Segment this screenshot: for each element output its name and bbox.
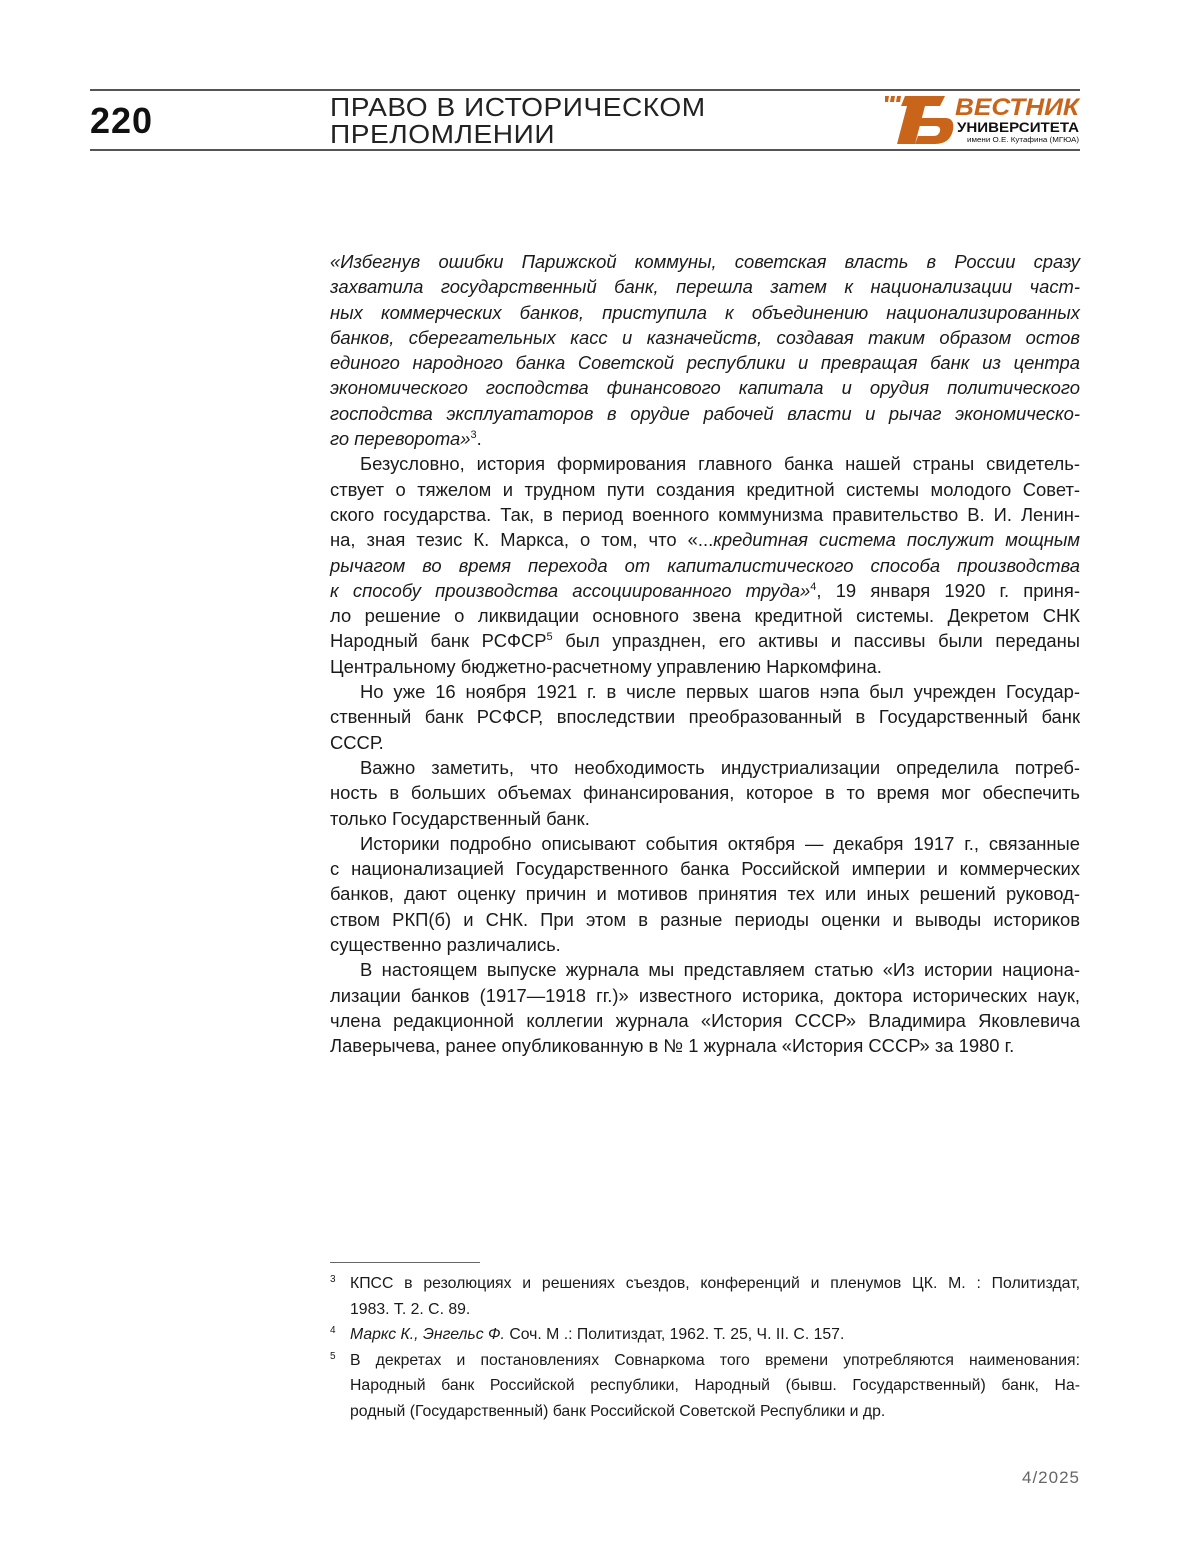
footnote-line [350, 1373, 1080, 1399]
text-run: ность в больших объемах финансирования, которое в то время мог обеспечить [330, 782, 1080, 804]
text-run: господства эксплуататоров в орудие рабочей власти и рычаг экономическо- [330, 402, 1080, 424]
text-run: В декретах и постановлениях Совнаркома того времени употребляются наименования: [350, 1351, 1080, 1369]
text-run: только Государственный банк. [330, 807, 590, 829]
svg-text:имени О.Е. Кутафина (МГЮА): имени О.Е. Кутафина (МГЮА) [967, 137, 1079, 144]
footnote-number: 4 [330, 1325, 336, 1336]
text-run: СССР. [330, 731, 384, 753]
text-line [330, 502, 1080, 527]
text-run: кредитная система послужит мощным [713, 529, 1080, 551]
text-run: 1983. Т. 2. С. 89. [350, 1300, 471, 1318]
footnote-line [350, 1322, 1080, 1348]
section-title-line2: ПРЕЛОМЛЕНИИ [330, 119, 556, 149]
footnote-line [350, 1297, 1080, 1323]
paragraph [330, 755, 1080, 831]
text-run: Но уже 16 ноября 1921 г. в числе первых шагов нэпа был учрежден Государ- [360, 681, 1080, 703]
text-run: банков, дают оценку причин и мотивов принятия тех или иных решений руковод- [330, 883, 1080, 905]
text-line [330, 375, 1080, 400]
text-line [330, 983, 1080, 1008]
text-run: к способу производства ассоциированного труда» [330, 579, 811, 601]
text-line [330, 932, 1080, 957]
text-run: лизации банков (1917—1918 гг.)» известного историка, доктора исторических наук, [330, 984, 1080, 1006]
footnote-line [350, 1271, 1080, 1297]
text-run: «Избегнув ошибки Парижской коммуны, советская власть в России сразу [330, 251, 1080, 272]
article-body [330, 249, 1080, 1059]
footnote-number: 3 [330, 1274, 336, 1285]
text-run: ных коммерческих банков, приступила к объединению национализированных [330, 301, 1080, 323]
text-run: Безусловно, история формирования главного банка нашей страны свидетель- [360, 453, 1080, 475]
text-run: Центральному бюджетно-расчетному управлению Наркомфина. [330, 655, 882, 677]
text-run: Важно заметить, что необходимость индустриализации определила потреб- [360, 756, 1080, 778]
journal-logo [885, 94, 1085, 146]
text-line [330, 426, 1080, 451]
footnote [330, 1322, 1080, 1348]
section-title-line1: ПРАВО В ИСТОРИЧЕСКОМ [330, 92, 706, 122]
text-line [330, 679, 1080, 704]
text-run: ствует о тяжелом и трудном пути создания кредитной системы молодого Совет- [330, 478, 1080, 500]
footnote-reference: 5 [546, 631, 553, 644]
text-run: Народный банк Российской республики, Народный (бывш. Государственный) банк, На- [350, 1377, 1080, 1394]
text-run: ло решение о ликвидации основного звена кредитной системы. Декретом СНК [330, 605, 1080, 627]
text-line [330, 1008, 1080, 1033]
text-run: В настоящем выпуске журнала мы представляем статью «Из истории национа- [360, 959, 1080, 981]
paragraph [330, 831, 1080, 957]
footnote-number: 5 [330, 1350, 336, 1362]
text-line [330, 654, 1080, 679]
text-line [330, 451, 1080, 476]
text-run: Историки подробно описывают события октября — декабря 1917 г., связанные [360, 832, 1080, 854]
text-line [330, 957, 1080, 982]
text-line [330, 249, 1080, 274]
header-rule-bottom [90, 149, 1080, 151]
page-number: 220 [90, 100, 154, 141]
text-line [330, 578, 1080, 603]
text-run: го переворота» [330, 428, 471, 450]
text-run: существенно различались. [330, 934, 561, 956]
text-line [330, 831, 1080, 856]
issue-number: 4/2025 [1022, 1468, 1080, 1487]
paragraph [330, 957, 1080, 1058]
footnote-line [350, 1399, 1080, 1425]
text-line [330, 907, 1080, 932]
footnote-reference: 3 [470, 429, 477, 442]
text-line [330, 881, 1080, 906]
svg-text:ВЕСТНИК: ВЕСТНИК [955, 94, 1082, 121]
text-run: ством РКП(б) и СНК. При этом в разные периоды оценки и выводы историков [330, 908, 1080, 930]
text-line [330, 553, 1080, 578]
svg-text:УНИВЕРСИТЕТА: УНИВЕРСИТЕТА [957, 119, 1079, 135]
text-line [330, 628, 1080, 653]
text-line [330, 806, 1080, 831]
text-run: родный (Государственный) банк Российской Советской Республики и др. [350, 1402, 886, 1420]
text-run: рычагом во время перехода от капиталистического способа производства [330, 554, 1080, 576]
footnote-line [350, 1348, 1080, 1374]
text-line [330, 704, 1080, 729]
text-line [330, 300, 1080, 325]
text-run: на, зная тезис К. Маркса, о том, что «... [330, 529, 714, 551]
footnotes [330, 1271, 1080, 1424]
text-run: Маркс К., Энгельс Ф. [350, 1326, 505, 1343]
text-run: члена редакционной коллегии журнала «История СССР» Владимира Яковлевича [330, 1009, 1080, 1031]
text-line [330, 477, 1080, 502]
text-run: КПСС в резолюциях и решениях съездов, конференций и пленумов ЦК. М. : Политиздат, [350, 1275, 1080, 1292]
header-rule-top [90, 89, 1080, 91]
paragraph [330, 679, 1080, 755]
text-line [330, 755, 1080, 780]
text-line [330, 856, 1080, 881]
footnote [330, 1271, 1080, 1322]
footnote-separator [330, 1262, 480, 1263]
text-line [330, 730, 1080, 755]
paragraph [330, 451, 1080, 679]
paragraph [330, 249, 1080, 451]
section-title [330, 94, 706, 148]
text-line [330, 1033, 1080, 1058]
text-line [330, 274, 1080, 299]
footnote-reference: 4 [810, 580, 817, 593]
text-line [330, 350, 1080, 375]
text-run: Лаверычева, ранее опубликованную в № 1 журнала «История СССР» за 1980 г. [330, 1035, 1015, 1057]
text-run: с национализацией Государственного банка Российской империи и коммерческих [330, 858, 1080, 880]
text-line [330, 527, 1080, 552]
text-run: Соч. М .: Политиздат, 1962. Т. 25, Ч. II. С. 157. [504, 1326, 845, 1343]
text-line [330, 401, 1080, 426]
footnote [330, 1348, 1080, 1425]
text-line [330, 603, 1080, 628]
text-run: единого народного банка Советской республики и превращая банк из центра [330, 352, 1080, 374]
text-line [330, 780, 1080, 805]
text-run: экономического господства финансового капитала и орудия политического [330, 377, 1080, 399]
text-run: захватила государственный банк, перешла затем к национализации част- [330, 276, 1080, 298]
text-run: банков, сберегательных касс и казначейств, создавая таким образом остов [330, 326, 1080, 348]
text-run: ственный банк РСФСР, впоследствии преобразованный в Государственный банк [330, 706, 1080, 728]
text-run: . [476, 428, 482, 450]
text-line [330, 325, 1080, 350]
text-run: ского государства. Так, в период военного коммунизма правительство В. И. Ленин- [330, 503, 1080, 525]
text-run: был упразднен, его активы и пассивы были переданы [552, 630, 1080, 652]
text-run: Народный банк РСФСР [330, 630, 547, 652]
text-run: , 19 января 1920 г. приня- [816, 579, 1081, 601]
